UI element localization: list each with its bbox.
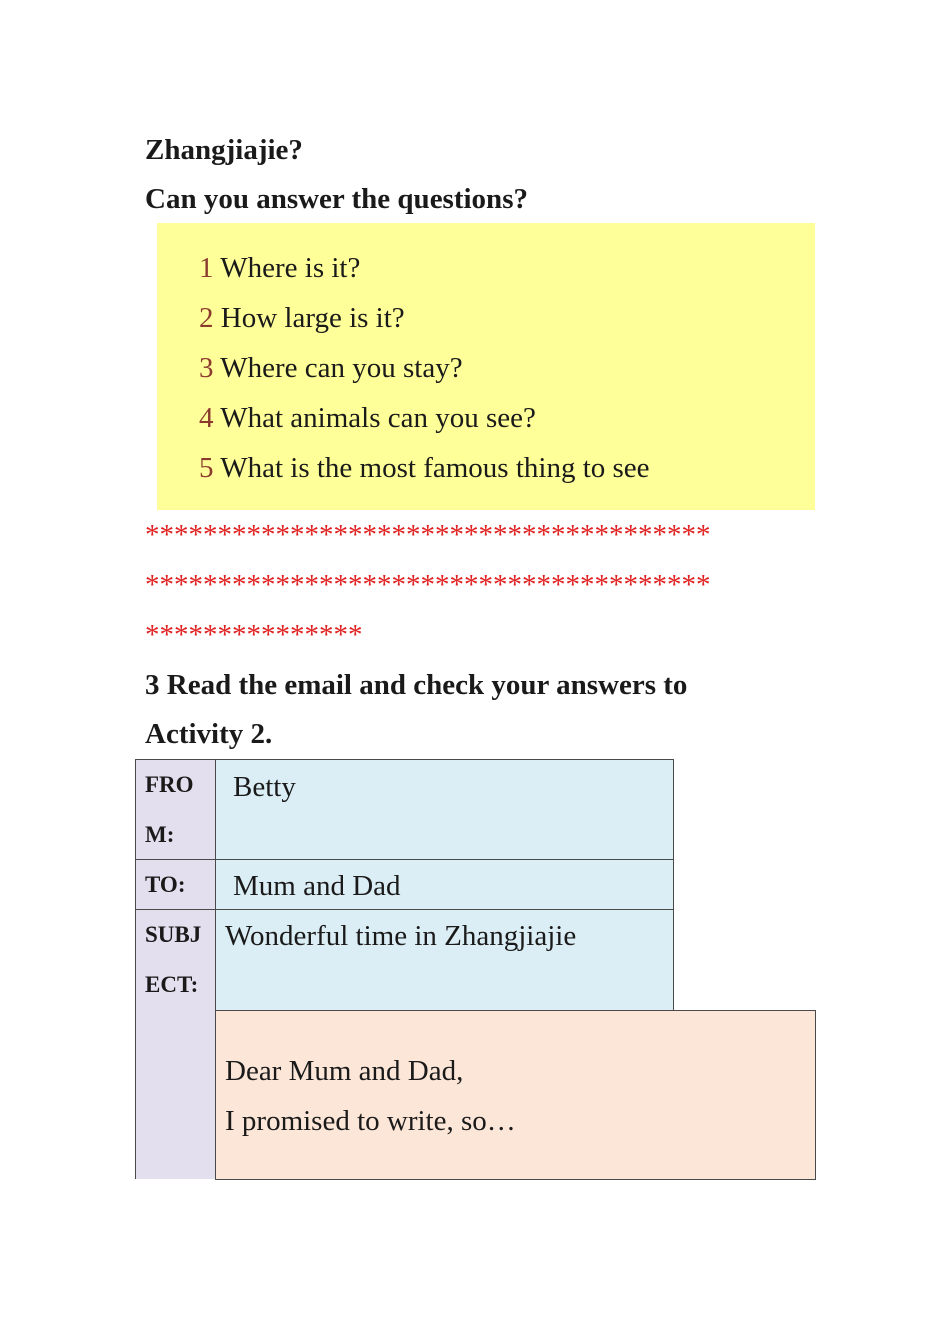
star-separator-line: *************************************** bbox=[145, 569, 711, 601]
to-label: TO: bbox=[145, 872, 186, 897]
email-body-cell bbox=[215, 1010, 816, 1180]
questions-prompt: Can you answer the questions? bbox=[145, 183, 528, 215]
subject-label-line1: SUBJ bbox=[145, 922, 202, 947]
question-item bbox=[199, 252, 360, 284]
email-body-text: I promised to write, so… bbox=[225, 1105, 516, 1137]
subject-value: Wonderful time in Zhangjiajie bbox=[225, 920, 577, 952]
question-number: 3 bbox=[199, 352, 214, 384]
question-text: How large is it? bbox=[220, 302, 405, 334]
question-number: 5 bbox=[199, 452, 214, 484]
subject-value-cell bbox=[215, 909, 674, 1011]
question-item bbox=[199, 302, 405, 334]
to-value-cell bbox=[215, 859, 674, 910]
question-text: What is the most famous thing to see bbox=[220, 452, 650, 484]
question-text: Where can you stay? bbox=[220, 352, 463, 384]
from-label-line2: M: bbox=[145, 822, 175, 847]
from-label-line1: FRO bbox=[145, 772, 194, 797]
question-number: 4 bbox=[199, 402, 214, 434]
activity-instruction-cont: Activity 2. bbox=[145, 718, 273, 750]
from-value-cell bbox=[215, 759, 674, 860]
from-value: Betty bbox=[233, 771, 296, 803]
to-label-cell bbox=[135, 859, 216, 910]
email-greeting: Dear Mum and Dad, bbox=[225, 1055, 464, 1087]
place-heading: Zhangjiajie? bbox=[145, 134, 303, 166]
star-separator-line: *************** bbox=[145, 619, 363, 651]
question-item bbox=[199, 402, 536, 434]
question-number: 2 bbox=[199, 302, 214, 334]
from-label-cell bbox=[135, 759, 216, 860]
question-item bbox=[199, 452, 650, 484]
question-text: What animals can you see? bbox=[220, 402, 536, 434]
subject-label-line2: ECT: bbox=[145, 972, 199, 997]
question-number: 1 bbox=[199, 252, 214, 284]
question-item bbox=[199, 352, 463, 384]
questions-box bbox=[157, 223, 815, 510]
subject-label-cell bbox=[135, 909, 216, 1011]
to-value: Mum and Dad bbox=[233, 870, 401, 902]
body-label-cell bbox=[135, 1010, 216, 1179]
activity-instruction: 3 Read the email and check your answers to bbox=[145, 669, 688, 701]
question-text: Where is it? bbox=[220, 252, 361, 284]
star-separator-line: *************************************** bbox=[145, 519, 711, 551]
